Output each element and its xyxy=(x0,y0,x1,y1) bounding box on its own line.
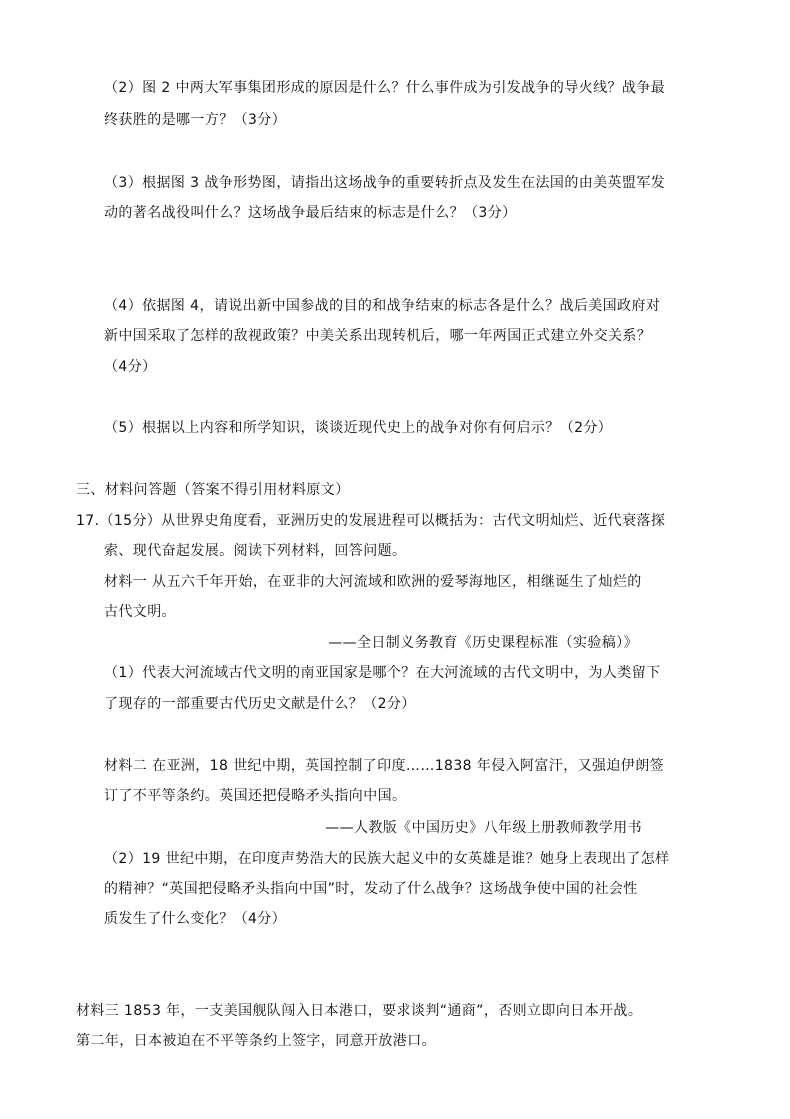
question-16-2-line-1: （2）图 2 中两大军事集团形成的原因是什么？什么事件成为引发战争的导火线？战争最 xyxy=(104,80,666,96)
question-17-2-line-3: 质发生了什么变化？（4分） xyxy=(104,911,287,927)
question-16-3-line-1: （3）根据图 3 战争形势图，请指出这场战争的重要转折点及发生在法国的由美英盟军发 xyxy=(104,175,666,191)
question-17-1-line-2: 了现存的一部重要古代历史文献是什么？（2分） xyxy=(104,696,416,712)
question-17-2-line-2: 的精神？“英国把侵略矛头指向中国”时，发动了什么战争？这场战争使中国的社会性 xyxy=(104,881,638,897)
material-1-line-2: 古代文明。 xyxy=(104,604,176,620)
material-2-source: ——人教版《中国历史》八年级上册教师教学用书 xyxy=(325,820,642,836)
question-17-2-line-1: （2）19 世纪中期，在印度声势浩大的民族大起义中的女英雄是谁？她身上表现出了怎样 xyxy=(104,851,670,867)
material-3-line-2: 第二年，日本被迫在不平等条约上签字，同意开放港口。 xyxy=(76,1033,436,1049)
question-17-intro-line-1: 17.（15分）从世界史角度看，亚洲历史的发展进程可以概括为：古代文明灿烂、近代衰落探 xyxy=(76,513,666,529)
question-16-2-line-2: 终获胜的是哪一方？（3分） xyxy=(104,112,287,128)
question-16-4-line-1: （4）依据图 4，请说出新中国参战的目的和战争结束的标志各是什么？战后美国政府对 xyxy=(104,298,661,314)
material-1-line-1: 材料一 从五六千年开始，在亚非的大河流域和欧洲的爱琴海地区，相继诞生了灿烂的 xyxy=(104,574,642,590)
material-3-line-1: 材料三 1853 年，一支美国舰队闯入日本港口，要求谈判“通商”，否则立即向日本开战。 xyxy=(76,1003,643,1019)
question-16-4-line-2: 新中国采取了怎样的敌视政策？中美关系出现转机后，哪一年两国正式建立外交关系？ xyxy=(104,328,652,344)
question-17-1-line-1: （1）代表大河流域古代文明的南亚国家是哪个？在大河流域的古代文明中，为人类留下 xyxy=(104,665,661,681)
material-2-line-2: 订了不平等条约。英国还把侵略矛头指向中国。 xyxy=(104,788,407,804)
material-2-line-1: 材料二 在亚洲，18 世纪中期，英国控制了印度……1838 年侵入阿富汗，又强迫伊朗签 xyxy=(104,758,664,774)
question-16-3-line-2: 动的著名战役叫什么？这场战争最后结束的标志是什么？（3分） xyxy=(104,205,517,221)
question-16-4-line-3: （4分） xyxy=(104,359,157,375)
question-16-5-line-1: （5）根据以上内容和所学知识，谈谈近现代史上的战争对你有何启示？（2分） xyxy=(104,420,613,436)
material-1-source: ——全日制义务教育《历史课程标准（实验稿）》 xyxy=(328,635,638,651)
section-3-heading: 三、材料问答题（答案不得引用材料原文） xyxy=(76,482,350,498)
question-17-intro-line-2: 索、现代奋起发展。阅读下列材料，回答问题。 xyxy=(104,543,407,559)
